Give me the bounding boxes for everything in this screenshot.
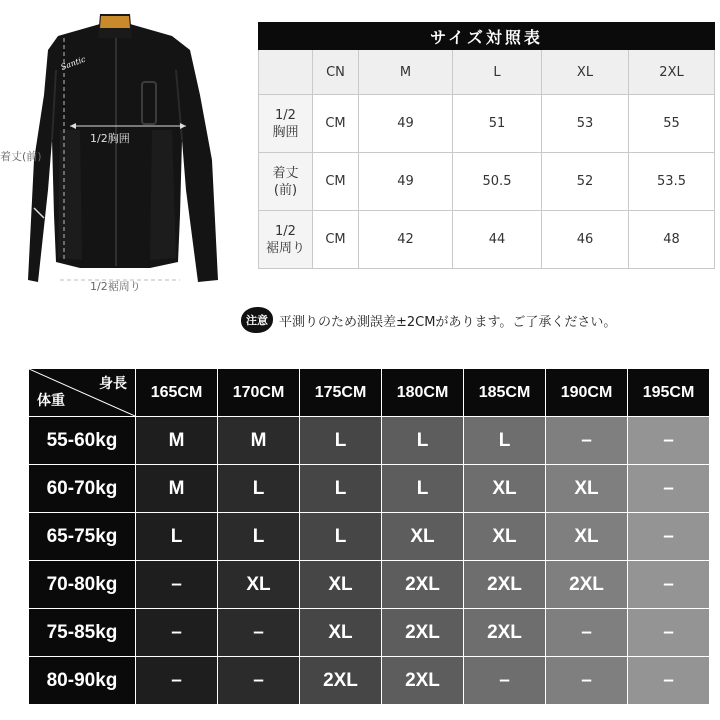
size-cell: XL (464, 465, 545, 512)
height-header: 195CM (628, 369, 709, 416)
size-cell: XL (218, 561, 299, 608)
size-chart-header-cell: M (359, 50, 453, 95)
svg-text:Santic: Santic (59, 54, 87, 72)
size-cell: XL (382, 513, 463, 560)
size-cell: L (136, 513, 217, 560)
size-chart-row (259, 95, 715, 153)
body-chart-row (29, 561, 709, 608)
size-cell: 2XL (382, 657, 463, 704)
size-cell: XL (546, 513, 627, 560)
size-cell: M (136, 465, 217, 512)
row-label-line1: 1/2 (275, 223, 296, 239)
size-chart-header-cell (259, 50, 313, 95)
row-label-line1: 着丈 (272, 165, 299, 181)
note-text: 平測りのため測誤差±2CMがあります。ご了承ください。 (279, 314, 617, 330)
body-chart-row (29, 609, 709, 656)
measurement-note (241, 307, 616, 333)
size-cell: – (464, 657, 545, 704)
weight-header: 60-70kg (29, 465, 135, 512)
size-chart-title: サイズ対照表 (259, 23, 715, 50)
size-cell: – (546, 657, 627, 704)
row-label-line2: 裾周り (265, 240, 305, 256)
height-header: 165CM (136, 369, 217, 416)
unit-cell: CM (313, 95, 359, 153)
size-chart-header-cell: L (453, 50, 542, 95)
value-cell: 49 (359, 153, 453, 211)
body-chart-row (29, 465, 709, 512)
hem-dimension-label: 1/2裾周り (90, 280, 141, 293)
size-cell: L (300, 417, 381, 464)
size-cell: – (546, 609, 627, 656)
value-cell: 48 (629, 211, 715, 269)
value-cell: 44 (453, 211, 542, 269)
value-cell: 42 (359, 211, 453, 269)
height-header: 190CM (546, 369, 627, 416)
row-label-line2: 胸囲 (272, 124, 299, 140)
chest-dimension-label: 1/2胸囲 (90, 132, 130, 145)
weight-header: 70-80kg (29, 561, 135, 608)
size-cell: – (218, 609, 299, 656)
size-cell: – (136, 561, 217, 608)
height-header: 180CM (382, 369, 463, 416)
corner-header-cell (29, 369, 135, 416)
value-cell: 46 (542, 211, 629, 269)
size-cell: M (136, 417, 217, 464)
body-chart-row (29, 657, 709, 704)
body-size-chart (28, 368, 710, 705)
height-axis-label: 身長 (99, 375, 127, 391)
value-cell: 49 (359, 95, 453, 153)
size-cell: – (136, 657, 217, 704)
size-cell: 2XL (300, 657, 381, 704)
size-cell: – (136, 609, 217, 656)
value-cell: 53 (542, 95, 629, 153)
size-cell: – (628, 657, 709, 704)
size-cell: 2XL (382, 561, 463, 608)
size-cell: – (546, 417, 627, 464)
size-chart-row-label (259, 211, 313, 269)
value-cell: 55 (629, 95, 715, 153)
size-cell: 2XL (464, 561, 545, 608)
length-dimension-label: 着丈(前) (0, 150, 42, 163)
size-chart-row (259, 153, 715, 211)
weight-header: 75-85kg (29, 609, 135, 656)
size-cell: L (382, 417, 463, 464)
size-chart-header-cell: XL (542, 50, 629, 95)
size-cell: – (218, 657, 299, 704)
body-chart-header-row (29, 369, 709, 416)
jacket-illustration (0, 0, 245, 300)
size-cell: 2XL (464, 609, 545, 656)
size-cell: – (628, 609, 709, 656)
weight-header: 55-60kg (29, 417, 135, 464)
size-cell: 2XL (546, 561, 627, 608)
size-cell: – (628, 417, 709, 464)
height-header: 175CM (300, 369, 381, 416)
weight-header: 80-90kg (29, 657, 135, 704)
value-cell: 51 (453, 95, 542, 153)
size-cell: L (300, 465, 381, 512)
size-cell: XL (300, 561, 381, 608)
size-cell: L (464, 417, 545, 464)
size-chart-header-cell: 2XL (629, 50, 715, 95)
unit-cell: CM (313, 211, 359, 269)
size-cell: 2XL (382, 609, 463, 656)
height-header: 170CM (218, 369, 299, 416)
size-chart-row-label (259, 153, 313, 211)
size-cell: XL (300, 609, 381, 656)
size-chart-header-row (259, 50, 715, 95)
size-cell: L (218, 513, 299, 560)
size-cell: – (628, 465, 709, 512)
size-cell: XL (464, 513, 545, 560)
size-cell: – (628, 513, 709, 560)
size-cell: L (300, 513, 381, 560)
size-chart-header-cell: CN (313, 50, 359, 95)
size-cell: L (382, 465, 463, 512)
size-chart-row (259, 211, 715, 269)
size-chart-row-label (259, 95, 313, 153)
body-chart-row (29, 417, 709, 464)
size-cell: M (218, 417, 299, 464)
row-label-line2: (前) (273, 182, 298, 198)
size-cell: XL (546, 465, 627, 512)
body-chart-row (29, 513, 709, 560)
size-chart-table (258, 22, 715, 269)
value-cell: 53.5 (629, 153, 715, 211)
value-cell: 50.5 (453, 153, 542, 211)
row-label-line1: 1/2 (275, 107, 296, 123)
value-cell: 52 (542, 153, 629, 211)
height-header: 185CM (464, 369, 545, 416)
weight-header: 65-75kg (29, 513, 135, 560)
weight-axis-label: 体重 (37, 392, 65, 408)
unit-cell: CM (313, 153, 359, 211)
caution-badge: 注意 (241, 307, 273, 333)
size-cell: – (628, 561, 709, 608)
size-cell: L (218, 465, 299, 512)
